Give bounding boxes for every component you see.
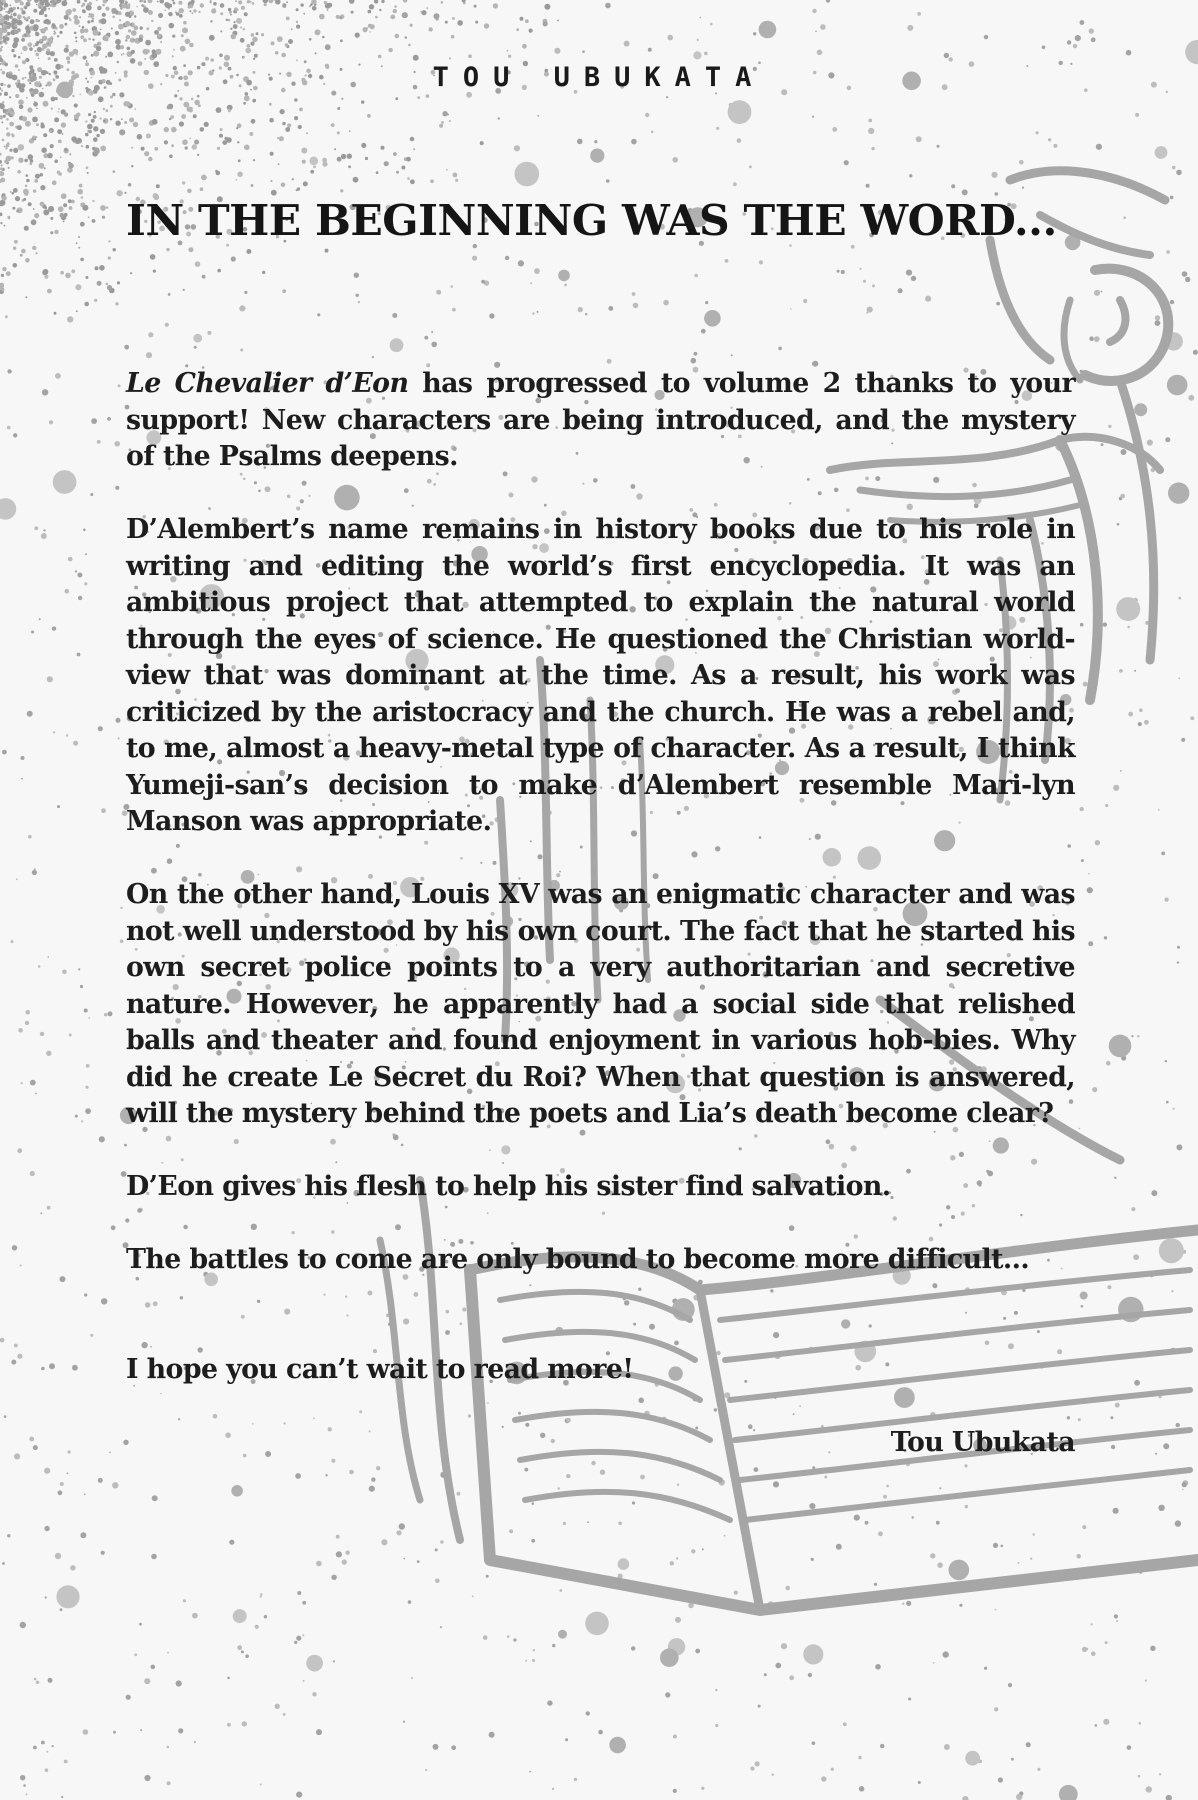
paragraph: D’Eon gives his flesh to help his sister find salvation. bbox=[126, 1171, 891, 1202]
page-title: IN THE BEGINNING WAS THE WORD... bbox=[126, 196, 1057, 246]
paragraph: D’Alembert’s name remains in history books due to his role in writing and editing the world’s first encyclopedia. It was an ambitious project that attempted to explain the natural world through the eyes of science. He questioned the Christian world-view that was dominant at the time. As a result, his work was criticized by the aristocracy and the church. He was a rebel and, to me, almost a heavy-metal type of character. As a result, I think Yumeji-san’s decision to make d’Alembert resemble Mari-lyn Manson was appropriate. bbox=[126, 514, 1075, 837]
paragraph: The battles to come are only bound to become more difficult... bbox=[126, 1244, 1030, 1275]
paragraph: I hope you can’t wait to read more! bbox=[126, 1353, 634, 1385]
afterword-body bbox=[126, 366, 1075, 1461]
signature: Tou Ubukata bbox=[890, 1426, 1075, 1458]
series-title: Le Chevalier d’Eon bbox=[126, 368, 409, 399]
paragraph bbox=[126, 366, 1075, 476]
author-header: TOU UBUKATA bbox=[432, 62, 766, 93]
paragraph: On the other hand, Louis XV was an enigmatic character and was not well understood by his own court. The fact that he started his own secret police points to a very authoritarian and secretive nature. However, he apparently had a social side that relished balls and theater and found enjoyment in various hob-bies. Why did he create Le Secret du Roi? When that question is answered, will the mystery behind the poets and Lia’s death become clear? bbox=[126, 879, 1075, 1129]
paragraph-text: has progressed to volume 2 thanks to your support! New characters are being introduced, and the mystery of the Psalms deepens. bbox=[126, 368, 1075, 472]
